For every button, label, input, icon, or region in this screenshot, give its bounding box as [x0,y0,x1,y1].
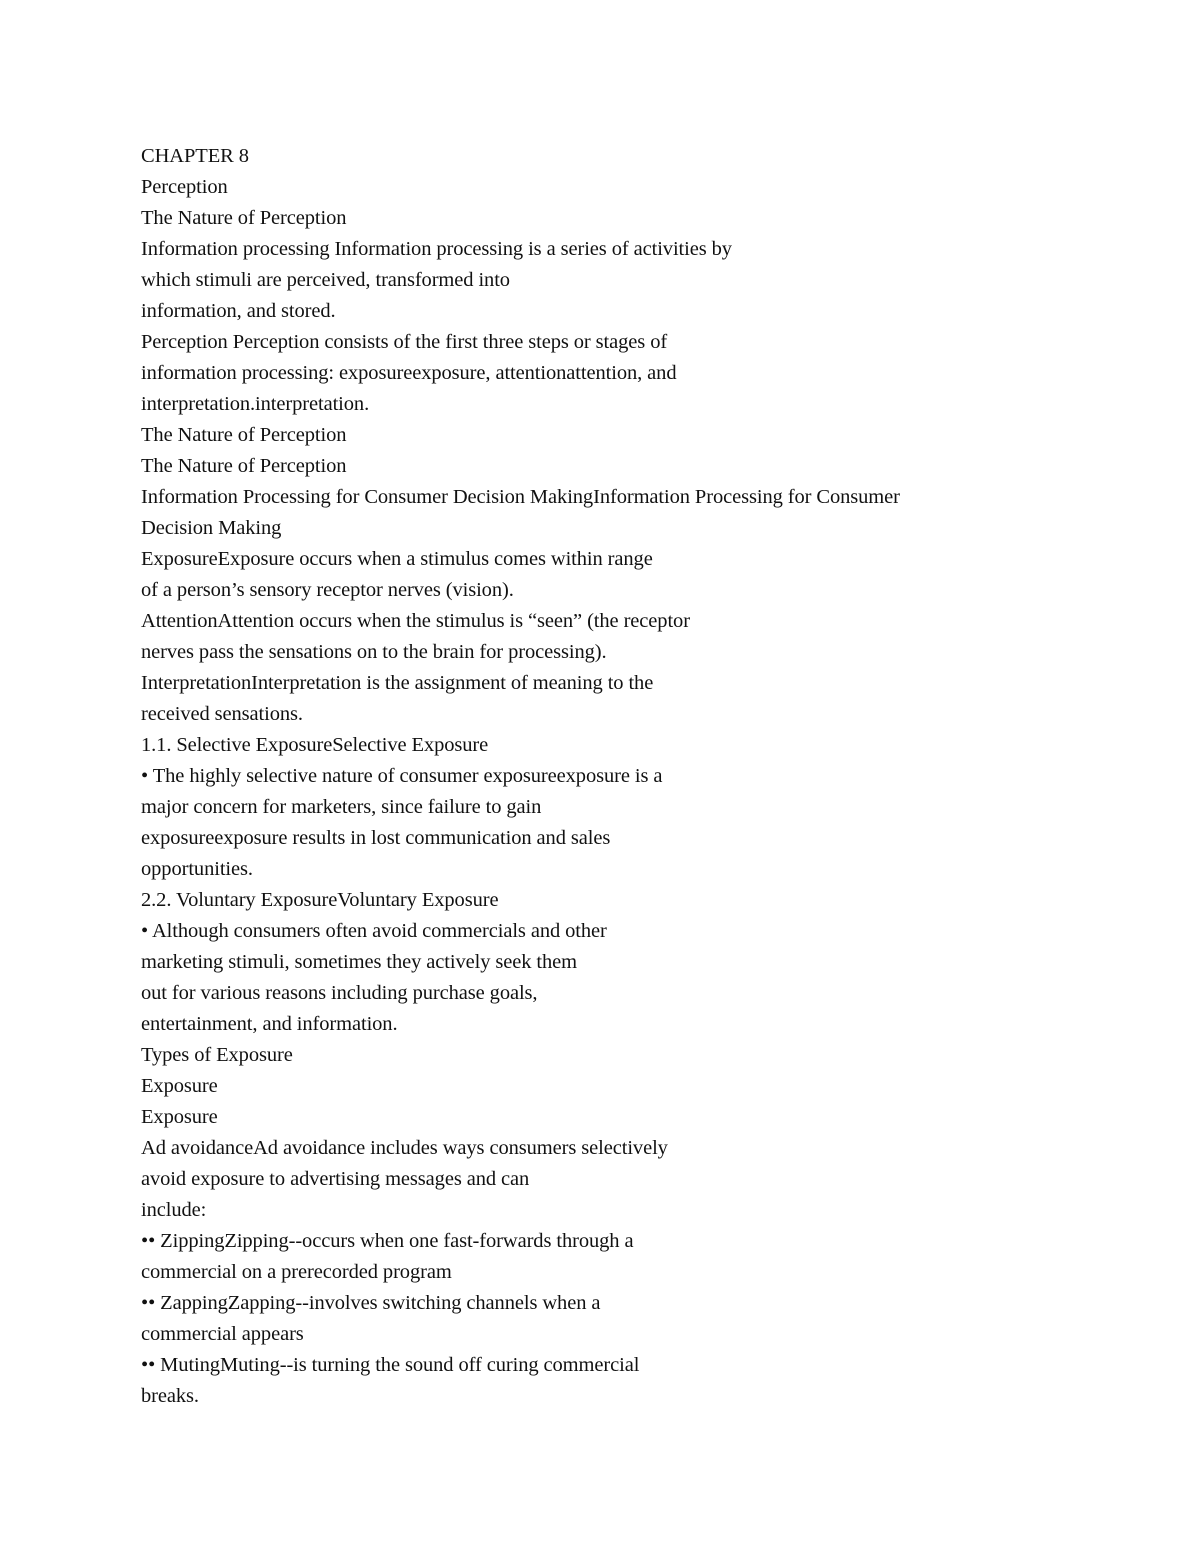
text-line: information processing: exposureexposure, attentionattention, and [141,362,677,384]
text-line: •• MutingMuting--is turning the sound off curing commercial [141,1354,640,1376]
section-title: Perception [141,176,228,198]
text-line: •• ZippingZipping--occurs when one fast-forwards through a [141,1230,634,1252]
text-line: Perception Perception consists of the first three steps or stages of [141,331,668,353]
text-line: out for various reasons including purchase goals, [141,982,538,1004]
text-line: • Although consumers often avoid commercials and other [141,920,607,942]
text-line: entertainment, and information. [141,1013,398,1035]
text-line: Decision Making [141,517,282,539]
text-line: breaks. [141,1385,199,1407]
text-line: AttentionAttention occurs when the stimulus is “seen” (the receptor [141,610,690,632]
text-line: Exposure [141,1075,218,1097]
text-line: The Nature of Perception [141,424,347,446]
text-line: 1.1. Selective ExposureSelective Exposure [141,734,489,756]
text-line: The Nature of Perception [141,455,347,477]
text-line: include: [141,1199,207,1221]
text-line: 2.2. Voluntary ExposureVoluntary Exposure [141,889,499,911]
text-line: avoid exposure to advertising messages and can [141,1168,530,1190]
subsection-title: The Nature of Perception [141,207,347,229]
text-line: opportunities. [141,858,253,880]
text-line: InterpretationInterpretation is the assignment of meaning to the [141,672,654,694]
text-line: major concern for marketers, since failure to gain [141,796,542,818]
text-line: ExposureExposure occurs when a stimulus comes within range [141,548,653,570]
text-line: commercial appears [141,1323,304,1345]
text-line: of a person’s sensory receptor nerves (vision). [141,579,514,601]
text-line: • The highly selective nature of consumer exposureexposure is a [141,765,663,787]
text-line: exposureexposure results in lost communication and sales [141,827,611,849]
text-line: Ad avoidanceAd avoidance includes ways consumers selectively [141,1137,668,1159]
text-line: marketing stimuli, sometimes they actively seek them [141,951,578,973]
text-line: •• ZappingZapping--involves switching channels when a [141,1292,601,1314]
text-line: Information processing Information processing is a series of activities by [141,238,732,260]
text-line: which stimuli are perceived, transformed into [141,269,510,291]
text-line: interpretation.interpretation. [141,393,370,415]
text-line: information, and stored. [141,300,336,322]
text-line: commercial on a prerecorded program [141,1261,452,1283]
text-line: Types of Exposure [141,1044,293,1066]
text-line: received sensations. [141,703,303,725]
text-line: nerves pass the sensations on to the brain for processing). [141,641,607,663]
text-line: Information Processing for Consumer Decision MakingInformation Processing for Consumer [141,486,900,508]
document-body [141,141,1141,1412]
chapter-heading: CHAPTER 8 [141,145,249,167]
text-line: Exposure [141,1106,218,1128]
